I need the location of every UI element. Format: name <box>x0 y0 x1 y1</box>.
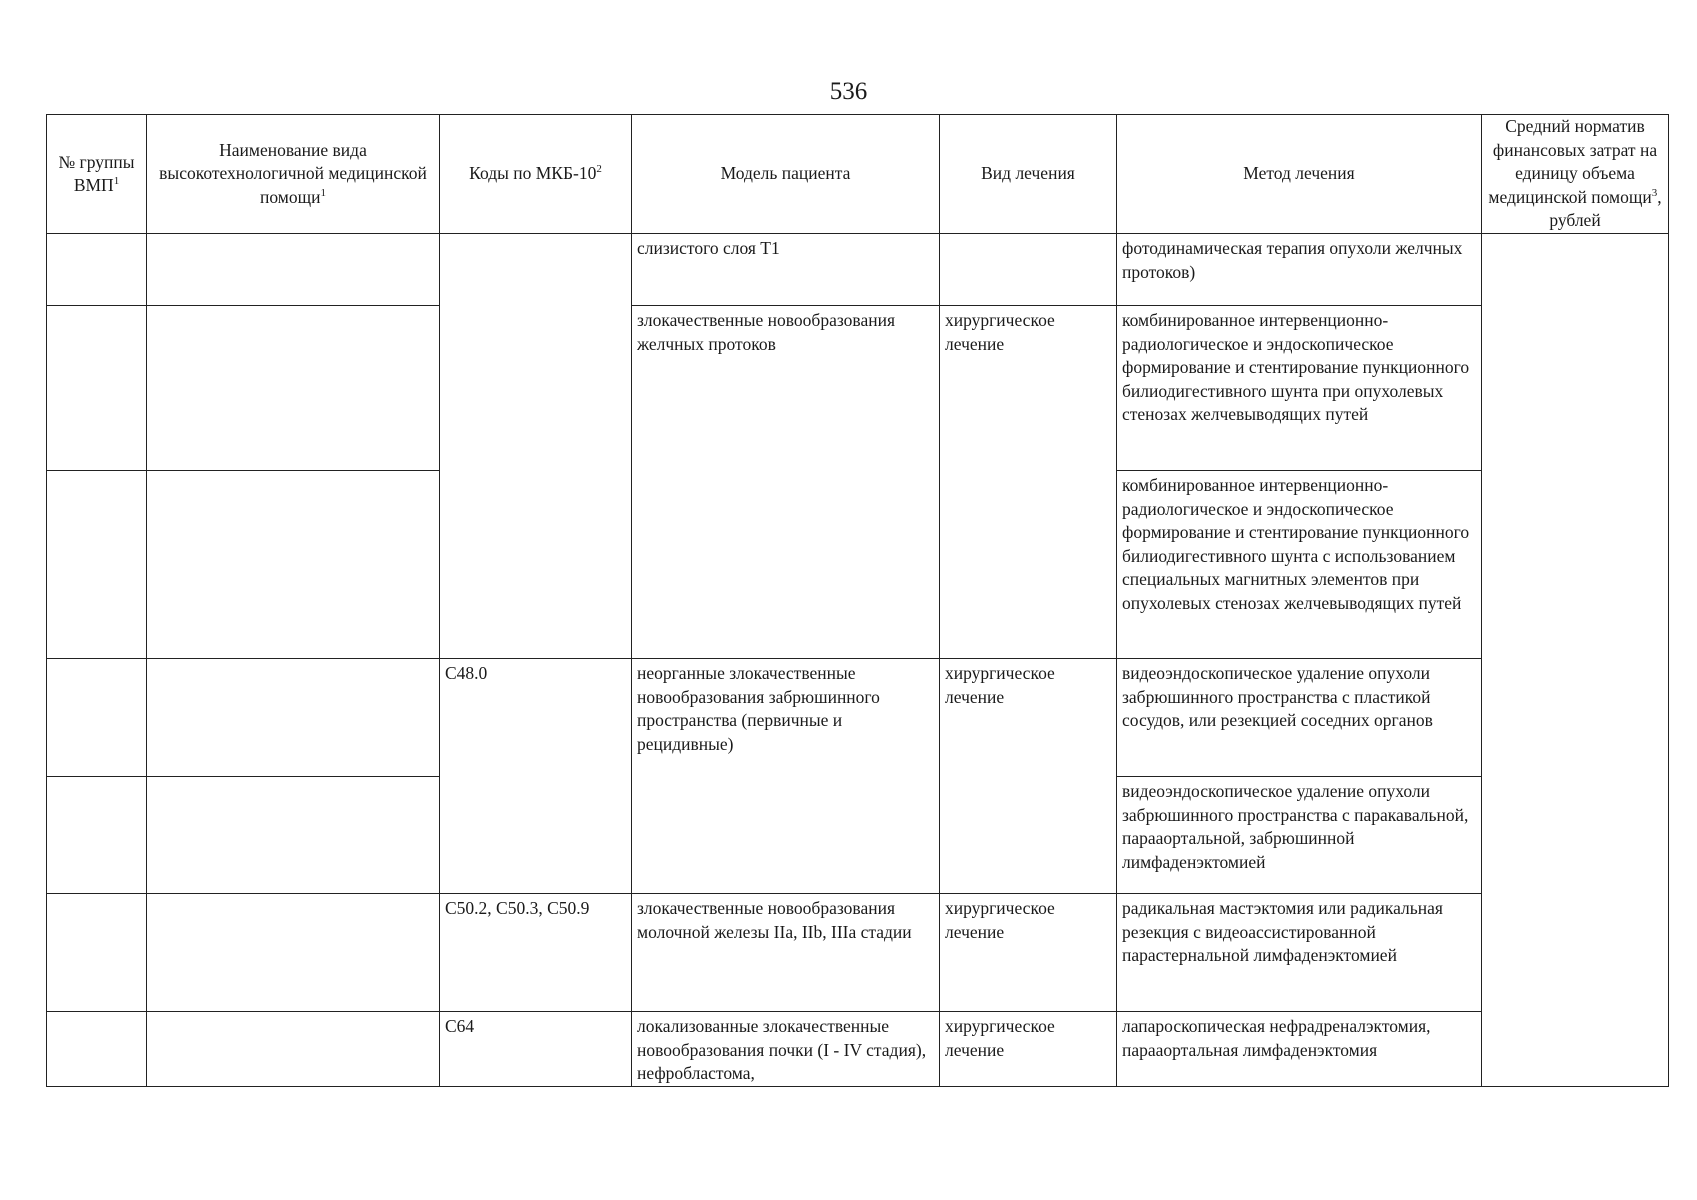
header-row <box>47 115 1669 234</box>
header-group-no: № группы ВМП$^1$ <box>47 115 147 234</box>
cell-model: слизистого слоя Т1 <box>632 234 940 306</box>
cell-group-no <box>47 777 147 894</box>
cell-name <box>147 894 440 1012</box>
cell-codes: С50.2, С50.3, С50.9 <box>440 894 632 1012</box>
table-row <box>47 306 1669 471</box>
cell-method: видеоэндоскопическое удаление опухоли забрюшинного пространства с паракавальной, парааортальной, забрюшинной лимфаденэктомией <box>1117 777 1482 894</box>
table-row <box>47 234 1669 306</box>
cell-method: лапароскопическая нефрадреналэктомия, парааортальная лимфаденэктомия <box>1117 1012 1482 1087</box>
cell-group-no <box>47 894 147 1012</box>
header-treatment-type: Вид лечения <box>940 115 1117 234</box>
cell-name <box>147 1012 440 1087</box>
cell-group-no <box>47 659 147 777</box>
header-codes: Коды по МКБ-$10^2$ <box>440 115 632 234</box>
table-row <box>47 894 1669 1012</box>
cell-treatment: хирургическое лечение <box>940 306 1117 659</box>
cell-name <box>147 234 440 306</box>
cell-treatment: хирургическое лечение <box>940 1012 1117 1087</box>
cell-model: злокачественные новообразования молочной железы IIa, IIb, IIIa стадии <box>632 894 940 1012</box>
cell-treatment <box>940 234 1117 306</box>
cell-cost <box>1482 234 1669 1087</box>
cell-group-no <box>47 1012 147 1087</box>
cell-method: видеоэндоскопическое удаление опухоли забрюшинного пространства с пластикой сосудов, или резекцией соседних органов <box>1117 659 1482 777</box>
cell-name <box>147 777 440 894</box>
cell-treatment: хирургическое лечение <box>940 894 1117 1012</box>
header-method: Метод лечения <box>1117 115 1482 234</box>
cell-model: злокачественные новообразования желчных протоков <box>632 306 940 659</box>
cell-method: комбинированное интервенционно-радиологическое и эндоскопическое формирование и стентирование пункционного билиодигестивного шунта при опухолевых стенозах желчевыводящих путей <box>1117 306 1482 471</box>
cell-treatment: хирургическое лечение <box>940 659 1117 894</box>
cell-group-no <box>47 306 147 471</box>
cell-method: комбинированное интервенционно-радиологическое и эндоскопическое формирование и стентирование пункционного билиодигестивного шунта с использованием специальных магнитных элементов при опухолевых стенозах желчевыводящих путей <box>1117 471 1482 659</box>
cell-model: локализованные злокачественные новообразования почки (I - IV стадия), нефробластома, <box>632 1012 940 1087</box>
cell-name <box>147 306 440 471</box>
cell-group-no <box>47 234 147 306</box>
table-row <box>47 659 1669 777</box>
cell-model: неорганные злокачественные новообразования забрюшинного пространства (первичные и рецидивные) <box>632 659 940 894</box>
cell-codes <box>440 234 632 659</box>
header-name: Наименование вида высокотехнологичной медицинской помощи$^1$ <box>147 115 440 234</box>
table-row <box>47 1012 1669 1087</box>
cell-method: фотодинамическая терапия опухоли желчных протоков) <box>1117 234 1482 306</box>
page-number: 536 <box>829 78 868 105</box>
header-cost: Средний норматив финансовых затрат на единицу объема медицинской помощи$^3$, рублей <box>1482 115 1669 234</box>
cell-name <box>147 471 440 659</box>
cell-group-no <box>47 471 147 659</box>
cell-codes: С64 <box>440 1012 632 1087</box>
vmp-table <box>46 114 1669 1087</box>
cell-method: радикальная мастэктомия или радикальная резекция с видеоассистированной парастернальной лимфаденэктомией <box>1117 894 1482 1012</box>
header-model: Модель пациента <box>632 115 940 234</box>
cell-codes: С48.0 <box>440 659 632 894</box>
cell-name <box>147 659 440 777</box>
